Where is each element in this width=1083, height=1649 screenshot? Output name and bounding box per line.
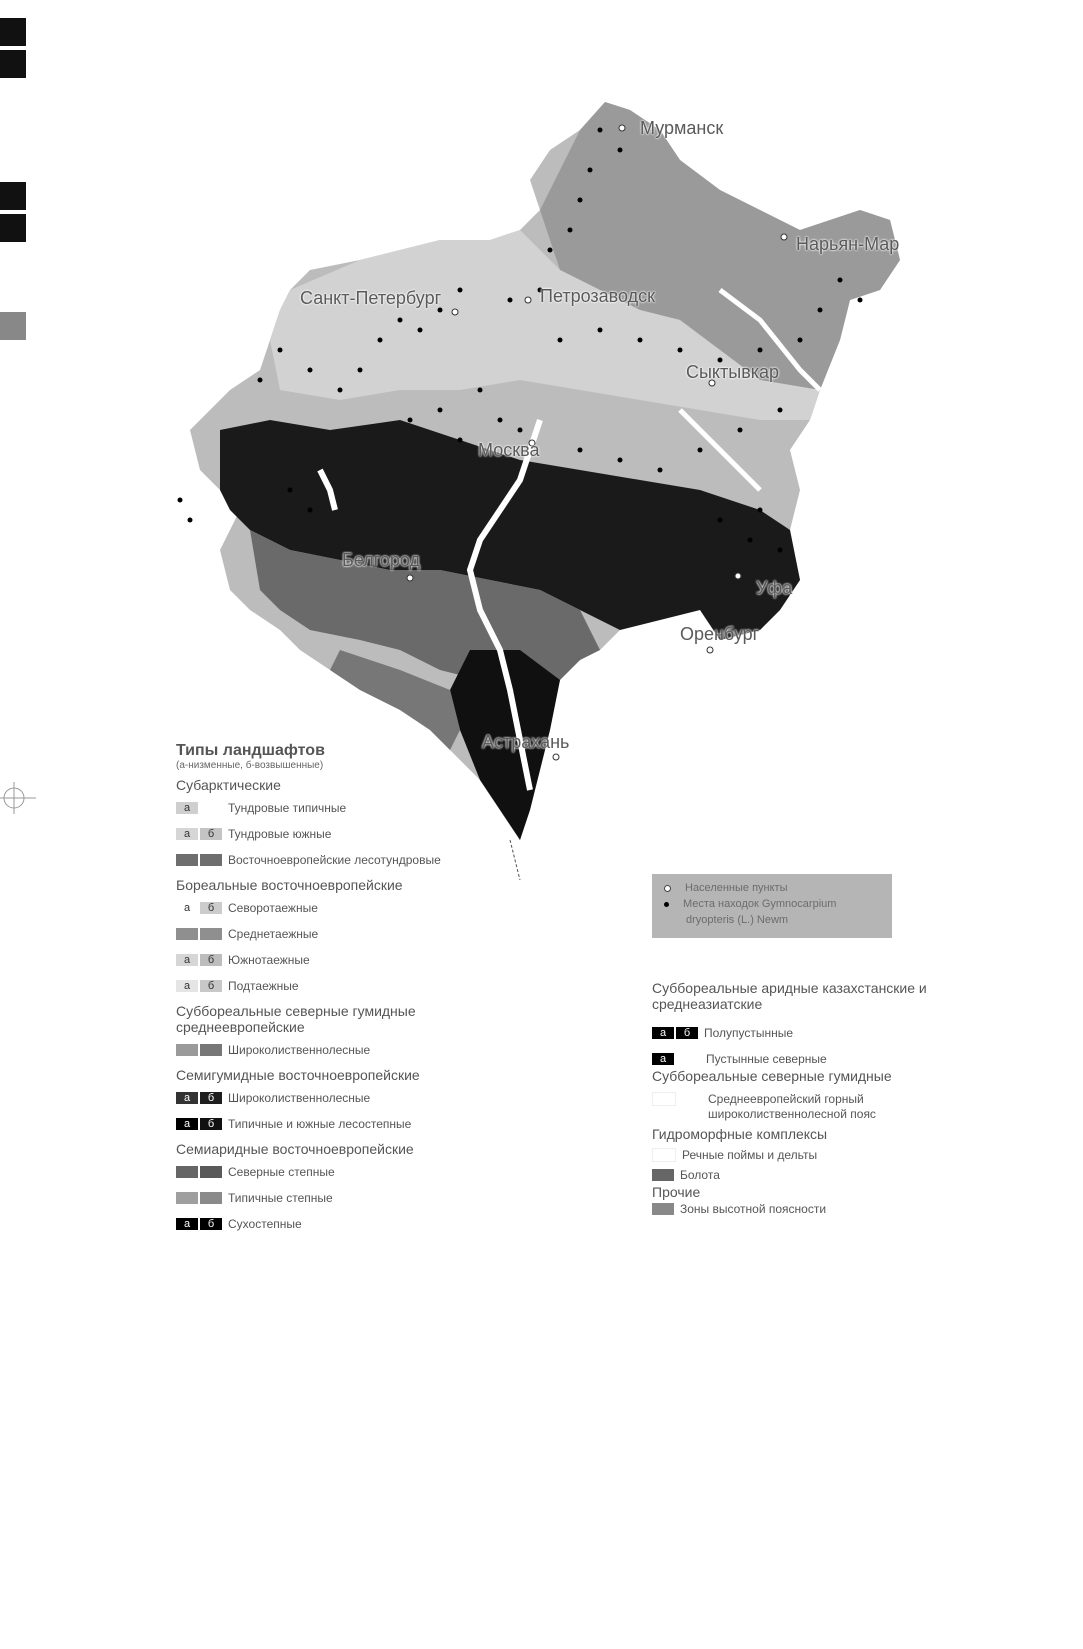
legend-box-line: Населенные пункты <box>685 882 788 894</box>
legend-item <box>176 1215 496 1233</box>
swatch: б <box>200 1118 222 1130</box>
legend-item-label: Южнотаежные <box>228 953 310 967</box>
legend-group: Суббореальные северные гумидные среднеевропейские <box>176 1003 416 1035</box>
legend-item <box>652 1092 952 1122</box>
occurrence-dot-icon <box>664 902 669 907</box>
legend-item-label: Речные поймы и дельты <box>682 1148 818 1162</box>
swatch: а <box>176 802 198 814</box>
legend-item-label: Пустынные северные <box>706 1052 827 1066</box>
print-mark <box>0 312 26 340</box>
legend-item <box>176 1189 496 1207</box>
city-label: Москва <box>478 440 540 460</box>
swatch: б <box>200 828 222 840</box>
legend-item-label: Тундровые типичные <box>228 801 347 815</box>
swatch <box>176 1044 198 1056</box>
swatch <box>652 1169 674 1181</box>
legend-item <box>652 1166 952 1184</box>
city-label: Санкт-Петербург <box>300 288 442 308</box>
legend-item <box>652 1024 952 1042</box>
swatch <box>200 1044 222 1056</box>
legend-item <box>176 851 496 869</box>
legend-item-label: Типичные и южные лесостепные <box>228 1117 412 1131</box>
legend-item <box>176 799 496 817</box>
legend-box-line: Места находок Gymnocarpium <box>683 898 837 910</box>
legend-item <box>652 1146 952 1164</box>
print-mark <box>0 214 26 242</box>
legend-item <box>176 1115 496 1133</box>
legend-title: Типы ландшафтов <box>176 742 325 759</box>
legend-box-line: dryopteris (L.) Newm <box>686 914 789 926</box>
swatch <box>652 1148 676 1162</box>
legend-item <box>652 1050 952 1068</box>
swatch: а <box>176 1118 198 1130</box>
swatch: б <box>200 954 222 966</box>
legend-box <box>652 874 892 938</box>
city-label: Нарьян-Мар <box>796 234 900 254</box>
crosshair-icon <box>0 778 40 818</box>
swatch <box>200 928 222 940</box>
swatch <box>652 1203 674 1215</box>
city-label: Белгород <box>342 550 421 570</box>
legend-group: Семиаридные восточноевропейские <box>176 1141 414 1157</box>
legend-item-label: Восточноевропейские лесотундровые <box>228 853 441 867</box>
legend-item <box>176 1089 496 1107</box>
legend-item-label: Подтаежные <box>228 979 299 993</box>
legend-item-label: Типичные степные <box>228 1191 333 1205</box>
city-label: Астрахань <box>482 732 570 752</box>
legend-group: Семигумидные восточноевропейские <box>176 1067 420 1083</box>
swatch <box>200 854 222 866</box>
swatch: б <box>676 1027 698 1039</box>
swatch: б <box>200 1092 222 1104</box>
print-mark <box>0 18 26 46</box>
legend-item <box>176 899 496 917</box>
legend-group: Гидроморфные комплексы <box>652 1126 828 1142</box>
city-label: Оренбург <box>680 624 760 644</box>
city-label: Уфа <box>756 578 793 598</box>
legend-item-label: Тундровые южные <box>228 827 332 841</box>
swatch: б <box>200 902 222 914</box>
swatch: а <box>176 980 198 992</box>
swatch: а <box>176 1218 198 1230</box>
swatch: а <box>176 902 198 914</box>
legend-item-label: Широколиственнолесные <box>228 1043 371 1057</box>
city-marker-icon <box>664 885 671 892</box>
swatch: б <box>200 1218 222 1230</box>
legend-item-label: Севоротаежные <box>228 901 318 915</box>
legend-item <box>176 951 496 969</box>
swatch <box>176 854 198 866</box>
legend-right <box>652 980 952 1218</box>
legend-item-label: Сухостепные <box>228 1217 302 1231</box>
print-mark <box>0 50 26 78</box>
legend-item-label: Широколиственнолесные <box>228 1091 371 1105</box>
swatch <box>200 1192 222 1204</box>
swatch: а <box>176 954 198 966</box>
city-label: Петрозаводск <box>540 286 656 306</box>
legend-item <box>652 1200 952 1218</box>
swatch <box>200 802 222 814</box>
legend-item-label: Полупустынные <box>704 1026 794 1040</box>
legend-group: Бореальные восточноевропейские <box>176 877 403 893</box>
city-label: Мурманск <box>640 118 724 138</box>
swatch: а <box>652 1027 674 1039</box>
legend-item-label: Северные степные <box>228 1165 335 1179</box>
legend-item <box>176 1041 496 1059</box>
legend-item <box>176 825 496 843</box>
legend-item-label: Болота <box>680 1168 720 1182</box>
swatch: б <box>200 980 222 992</box>
legend-item <box>176 977 496 995</box>
legend-group: Субарктические <box>176 777 281 793</box>
swatch <box>652 1092 676 1106</box>
city-label: Сыктывкар <box>686 362 780 382</box>
legend-item <box>176 1163 496 1181</box>
swatch: а <box>652 1053 674 1065</box>
legend-subtitle: (а-низменные, б-возвышенные) <box>176 760 324 771</box>
legend-item-label: Зоны высотной поясности <box>680 1202 827 1216</box>
print-mark <box>0 182 26 210</box>
swatch <box>176 928 198 940</box>
swatch <box>176 1192 198 1204</box>
legend-item-label: Среднеевропейский горный широколиственнолесной пояс <box>708 1092 876 1121</box>
swatch: а <box>176 828 198 840</box>
legend <box>176 742 496 1241</box>
swatch <box>176 1166 198 1178</box>
swatch <box>200 1166 222 1178</box>
legend-item <box>176 925 496 943</box>
legend-group: Суббореальные северные гумидные <box>652 1068 892 1084</box>
legend-group: Суббореальные аридные казахстанские и среднеазиатские <box>652 980 927 1012</box>
legend-item-label: Среднетаежные <box>228 927 319 941</box>
swatch: а <box>176 1092 198 1104</box>
legend-group: Прочие <box>652 1184 701 1200</box>
